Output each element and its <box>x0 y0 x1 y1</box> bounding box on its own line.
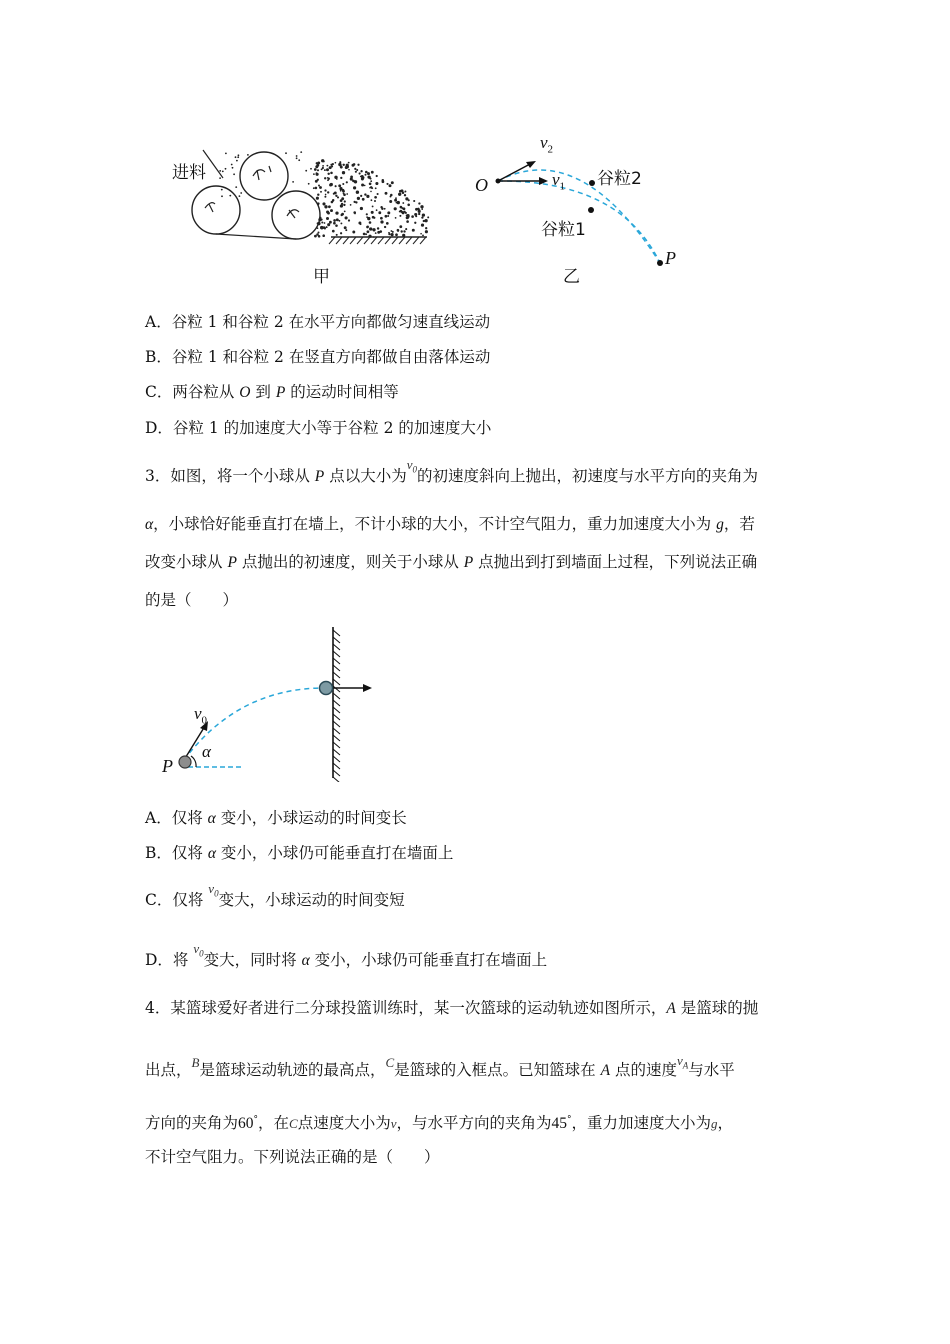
v0-symbol: v0 <box>406 457 417 475</box>
v1-label: $v_1$ <box>552 170 566 193</box>
alpha-label: α <box>202 742 211 761</box>
q3-stem-line3: 改变小球从 P 点抛出的初速度，则关于小球从 P 点抛出到打到墙面上过程，下列说法正确 <box>145 553 758 571</box>
q4-stem-line2: 出点，$^B$是篮球运动轨迹的最高点，$^C$是篮球的入框点。已知篮球在 A 点的速度$^{v_A}$与水平 <box>145 1053 735 1079</box>
q3-option-c: C．仅将 $^{v_0}$变大，小球运动的时间变短 <box>145 881 405 909</box>
v0-symbol: v0 <box>208 881 219 899</box>
figure-q3 <box>158 622 388 782</box>
v0-symbol: v0 <box>193 941 204 959</box>
q4-stem-line3: 方向的夹角为60°，在C点速度大小为v，与水平方向的夹角为45°，重力加速度大小为g， <box>145 1114 734 1133</box>
q4-stem-line4: 不计空气阻力。下列说法正确的是（ ） <box>145 1148 440 1166</box>
figure-yi <box>470 130 700 290</box>
q2-option-a: A．谷粒 1 和谷粒 2 在水平方向都做匀速直线运动 <box>145 313 491 331</box>
point-O-label: O <box>475 175 488 195</box>
point-P-label: P <box>162 756 173 776</box>
vA-symbol: vA <box>677 1053 689 1071</box>
q2-option-c: C．两谷粒从 O 到 P 的运动时间相等 <box>145 383 399 401</box>
q3-option-b: B．仅将 α 变小，小球仍可能垂直打在墙面上 <box>145 844 454 862</box>
v0-label: $v_0$ <box>194 704 208 727</box>
grain1-label: 谷粒1 <box>541 220 586 240</box>
q4-stem-line1: 4．某篮球爱好者进行二分球投篮训练时，某一次篮球的运动轨迹如图所示，A 是篮球的抛 <box>145 999 759 1017</box>
grain2-label: 谷粒2 <box>597 169 642 189</box>
wall-throw-diagram <box>158 622 388 782</box>
point-P-label: P <box>665 248 676 268</box>
q3-stem-line4: 的是（ ） <box>145 591 239 609</box>
q2-option-b: B．谷粒 1 和谷粒 2 在竖直方向都做自由落体运动 <box>145 348 491 366</box>
q3-stem-line2: α，小球恰好能垂直打在墙上，不计小球的大小，不计空气阻力，重力加速度大小为 g，若 <box>145 515 755 533</box>
figure-yi-caption: 乙 <box>563 267 580 287</box>
q3-stem-line1: 3．如图，将一个小球从 P 点以大小为$^{v_0}$的初速度斜向上抛出，初速度与水平方向的夹角为 <box>145 457 758 485</box>
q2-option-d: D．谷粒 1 的加速度大小等于谷粒 2 的加速度大小 <box>145 419 492 437</box>
figure-jia <box>165 140 435 290</box>
q3-option-d: D．将 $^{v_0}$变大，同时将 α 变小，小球仍可能垂直打在墙面上 <box>145 941 548 969</box>
figure-jia-caption: 甲 <box>313 267 330 287</box>
feed-label: 进料 <box>172 163 206 183</box>
v2-label: $v_2$ <box>540 133 554 156</box>
q3-option-a: A．仅将 α 变小，小球运动的时间变长 <box>145 809 407 827</box>
